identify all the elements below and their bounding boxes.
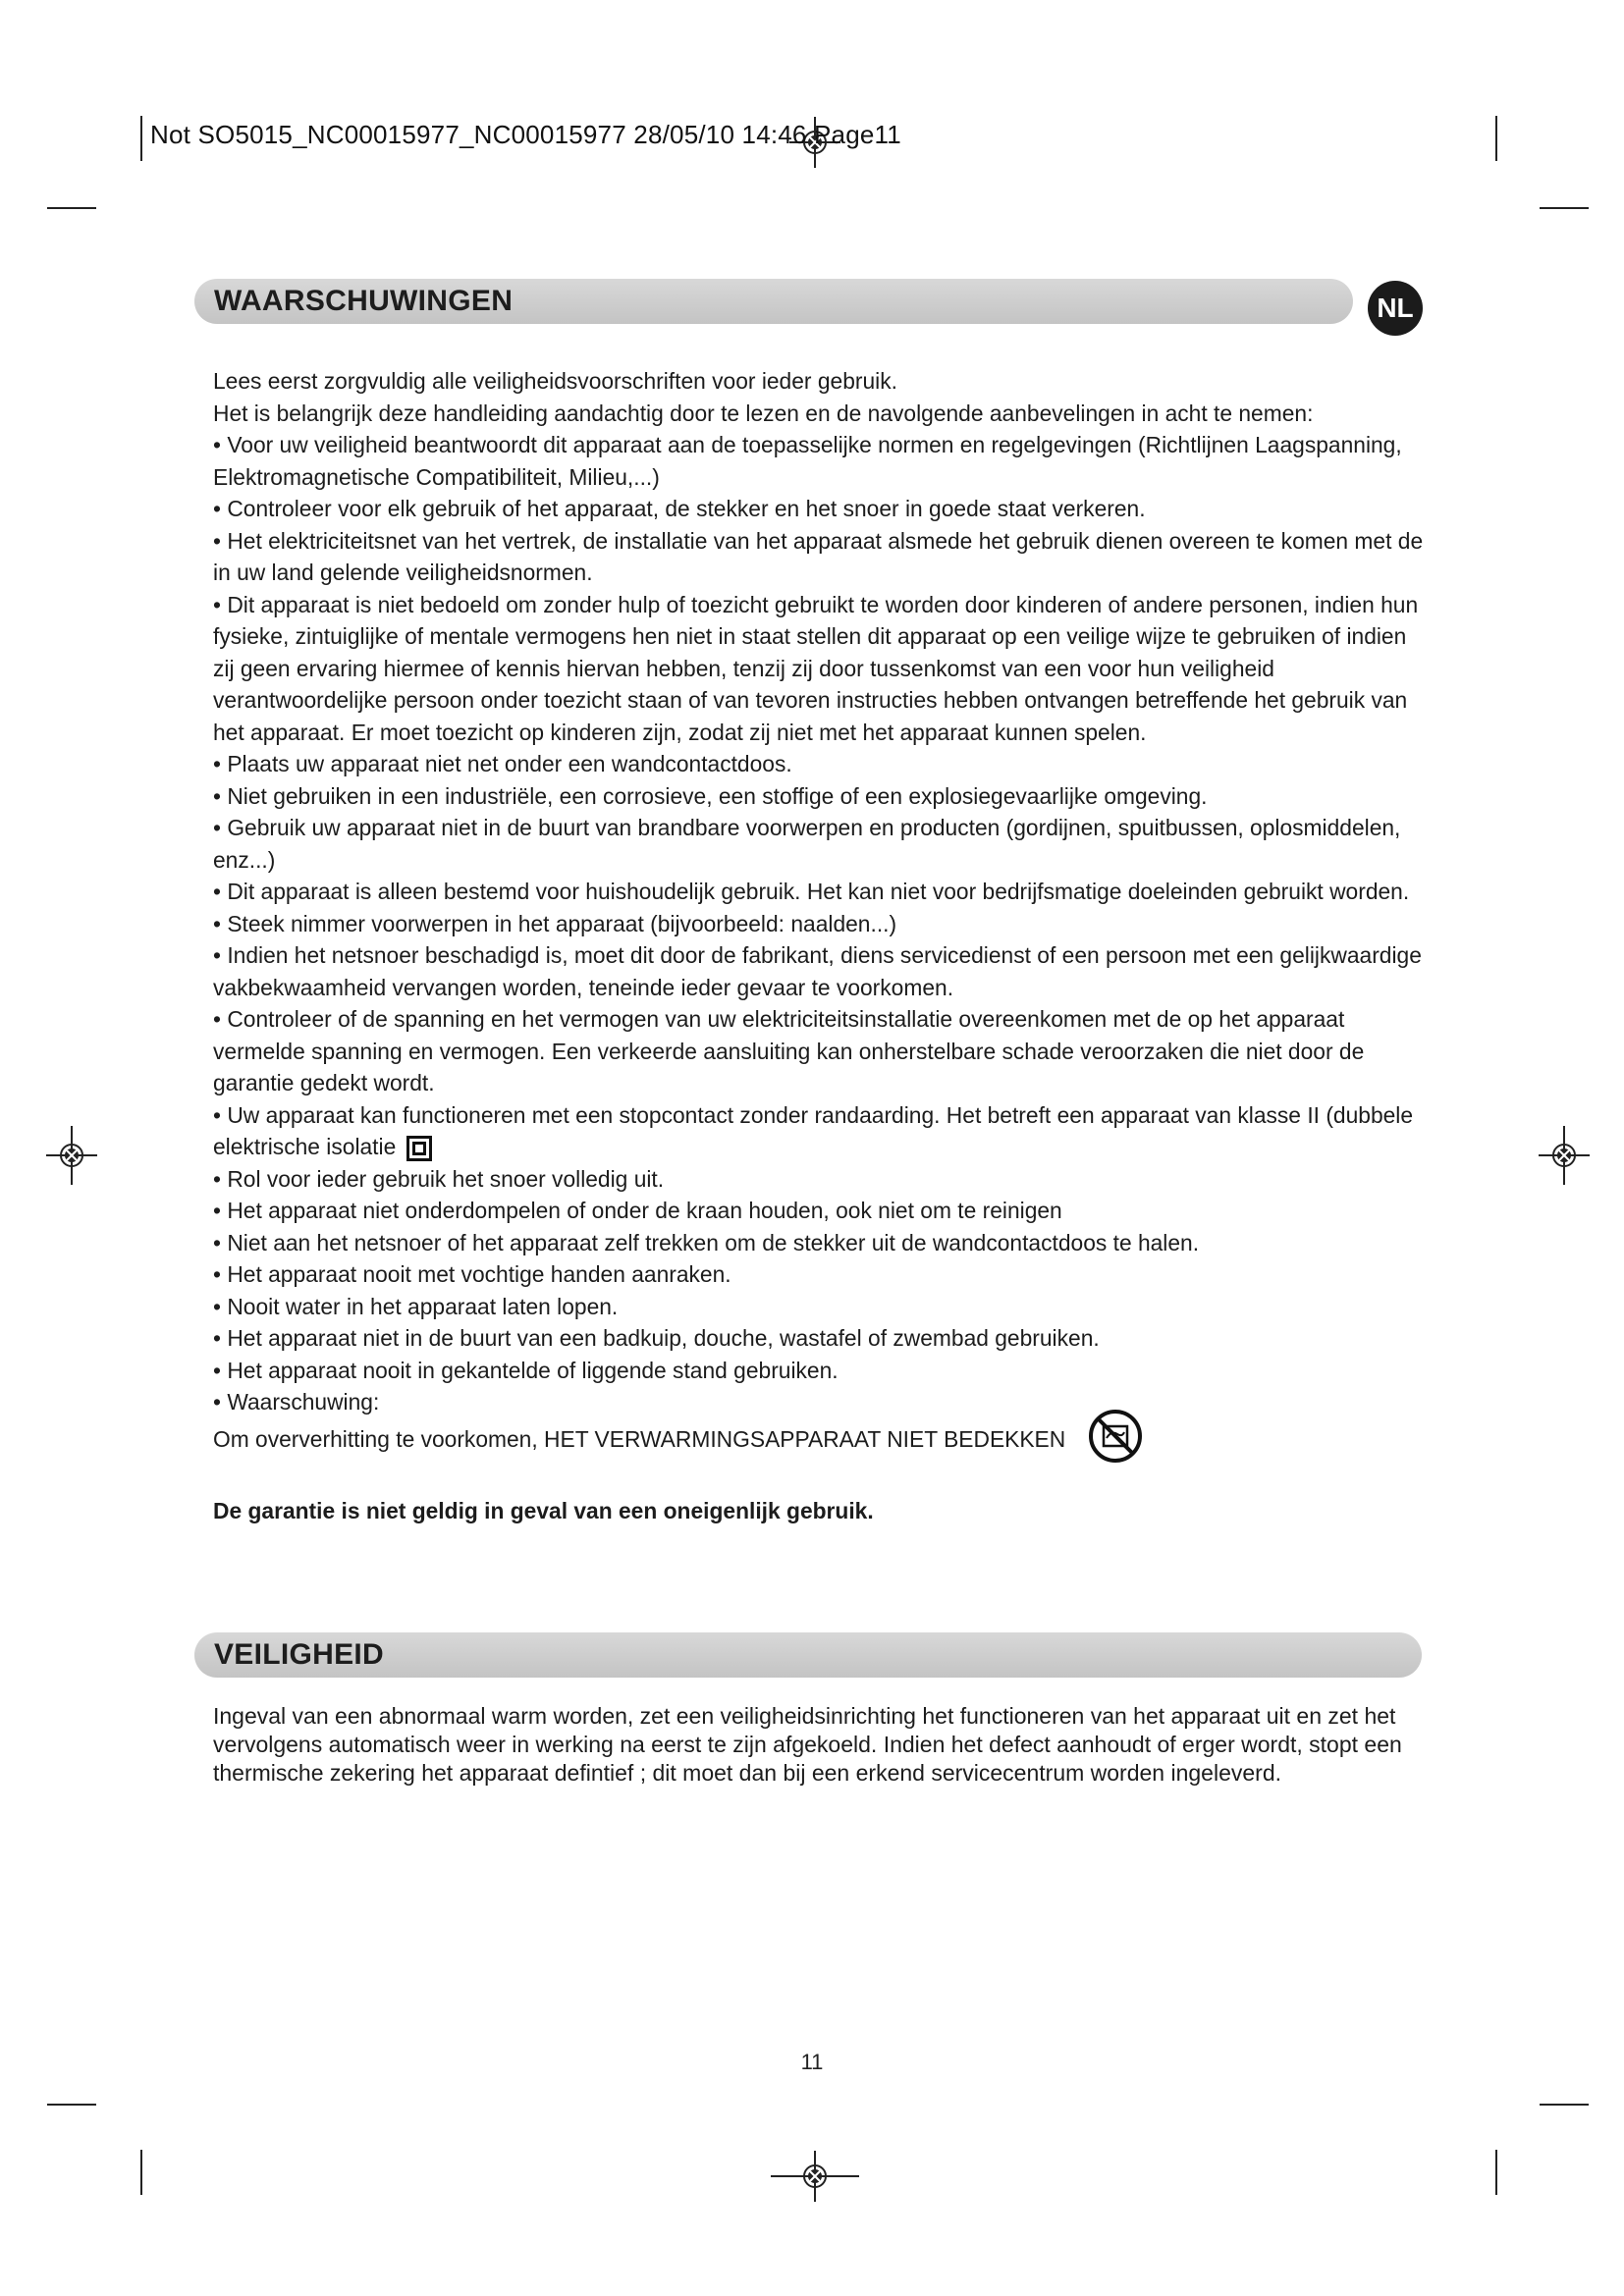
warning-item: • Rol voor ieder gebruik het snoer volledig uit.	[213, 1165, 665, 1192]
warning-item: • Waarschuwing:	[213, 1389, 380, 1415]
warning-item: • Niet gebruiken in een industriële, een corrosieve, een stoffige of een explosiegevaarlijke omgeving.	[213, 782, 1208, 809]
section-title-safety: VEILIGHEID	[214, 1638, 385, 1671]
warning-item: • Voor uw veiligheid beantwoordt dit apparaat aan de toepasselijke normen en regelgevingen (Richtlijnen Laagspanning, Elektromagnetische Compatibiliteit, Milieu,...)	[213, 432, 1402, 490]
warranty-note: De garantie is niet geldig in geval van een oneigenlijk gebruik.	[213, 1497, 874, 1523]
crop-mark-vertical-top-right	[1495, 116, 1497, 161]
warning-item: • Steek nimmer voorwerpen in het apparaat (bijvoorbeeld: naalden...)	[213, 910, 897, 936]
crop-mark-horizontal-top-left	[47, 207, 96, 209]
language-badge: NL	[1368, 281, 1423, 336]
double-insulation-icon	[406, 1136, 432, 1161]
warning-item: • Dit apparaat is niet bedoeld om zonder hulp of toezicht gebruikt te worden door kinderen of andere personen, indien hun fysieke, zintuiglijke of mentale vermogens hen niet in staat stellen dit apparaat op een veilige wijze te gebruiken of indien zij geen ervaring hiermee of kennis hiervan hebben, tenzij zij door tussenkomst van een voor hun veiligheid verantwoordelijke persoon onder toezicht staan of van tevoren instructies hebben ontvangen betreffende het gebruik van het apparaat. Er moet toezicht op kinderen zijn, zodat zij niet met het apparaat kunnen spelen.	[213, 591, 1419, 745]
do-not-cover-icon	[1088, 1409, 1143, 1464]
warnings-intro-1: Lees eerst zorgvuldig alle veiligheidsvoorschriften voor ieder gebruik.	[213, 368, 897, 394]
warnings-intro-2: Het is belangrijk deze handleiding aandachtig door te lezen en de navolgende aanbevelingen in acht te nemen:	[213, 400, 1314, 426]
registration-mark-right-icon	[1535, 1126, 1594, 1185]
warning-item: • Het apparaat niet onderdompelen of onder de kraan houden, ook niet om te reinigen	[213, 1198, 1062, 1223]
section-title-warnings: WAARSCHUWINGEN	[214, 285, 514, 317]
spacer	[213, 1464, 1431, 1495]
warning-item: • Het apparaat niet in de buurt van een badkuip, douche, wastafel of zwembad gebruiken.	[213, 1325, 1100, 1351]
registration-mark-left-icon	[42, 1126, 101, 1185]
warning-item-class2	[213, 1099, 1431, 1163]
safety-body: Ingeval van een abnormaal warm worden, zet een veiligheidsinrichting het functioneren van het apparaat uit en zet het vervolgens automatisch weer in werking na eerst te zijn afgekoeld. Indien het defect aanhoudt of erger wordt, stopt een thermische zekering het apparaat defintief ; dit moet dan bij een erkend servicecentrum worden ingeleverd.	[213, 1703, 1402, 1786]
warning-item: • Het elektriciteitsnet van het vertrek, de installatie van het apparaat alsmede het gebruik dienen overeen te komen met de in uw land gelende veiligheidsnormen.	[213, 527, 1424, 585]
page-number: 11	[800, 2050, 824, 2074]
registration-mark-bottom-icon	[771, 2147, 859, 2206]
warning-item: • Controleer of de spanning en het vermogen van uw elektriciteitsinstallatie overeenkomen met de op het apparaat vermelde spanning en vermogen. Een verkeerde aansluiting kan onherstelbare schade veroorzaken die niet door de garantie gedekt wordt.	[213, 1006, 1365, 1095]
class2-text: • Uw apparaat kan functioneren met een stopcontact zonder randaarding. Het betreft een apparaat van klasse II (dubbele elektrische isolatie	[213, 1101, 1414, 1159]
cover-warning-text: Om oververhitting te voorkomen, HET VERWARMINGSAPPARAAT NIET BEDEKKEN	[213, 1425, 1066, 1452]
section-header-warnings	[194, 279, 1353, 324]
warning-item: • Plaats uw apparaat niet net onder een wandcontactdoos.	[213, 751, 792, 776]
crop-mark-vertical-bottom-right	[1495, 2150, 1497, 2195]
warning-item: • Het apparaat nooit met vochtige handen aanraken.	[213, 1261, 731, 1287]
warning-item: • Dit apparaat is alleen bestemd voor huishoudelijk gebruik. Het kan niet voor bedrijfsmatige doeleinden gebruikt worden.	[213, 879, 1410, 904]
print-slug: Not SO5015_NC00015977_NC00015977 28/05/10 14:46 Page11	[150, 120, 901, 149]
warning-item: • Nooit water in het apparaat laten lopen.	[213, 1293, 619, 1319]
cover-warning-line	[213, 1418, 1431, 1464]
crop-mark-vertical-top-left	[140, 116, 142, 161]
warning-item: • Niet aan het netsnoer of het apparaat zelf trekken om de stekker uit de wandcontactdoos te halen.	[213, 1229, 1200, 1255]
warnings-body	[213, 365, 1431, 1526]
crop-mark-horizontal-bottom-right	[1540, 2104, 1589, 2106]
warning-item: • Indien het netsnoer beschadigd is, moet dit door de fabrikant, diens servicedienst of een persoon met een gelijkwaardige vakbekwaamheid vervangen worden, teneinde ieder gevaar te voorkomen.	[213, 942, 1422, 1000]
crop-mark-vertical-bottom-left	[140, 2150, 142, 2195]
warning-item: • Gebruik uw apparaat niet in de buurt van brandbare voorwerpen en producten (gordijnen, spuitbussen, oplosmiddelen, enz...)	[213, 815, 1401, 873]
warning-item: • Controleer voor elk gebruik of het apparaat, de stekker en het snoer in goede staat verkeren.	[213, 496, 1146, 521]
warning-item: • Het apparaat nooit in gekantelde of liggende stand gebruiken.	[213, 1357, 839, 1383]
crop-mark-horizontal-bottom-left	[47, 2104, 96, 2106]
crop-mark-horizontal-top-right	[1540, 207, 1589, 209]
section-header-safety	[194, 1632, 1422, 1678]
